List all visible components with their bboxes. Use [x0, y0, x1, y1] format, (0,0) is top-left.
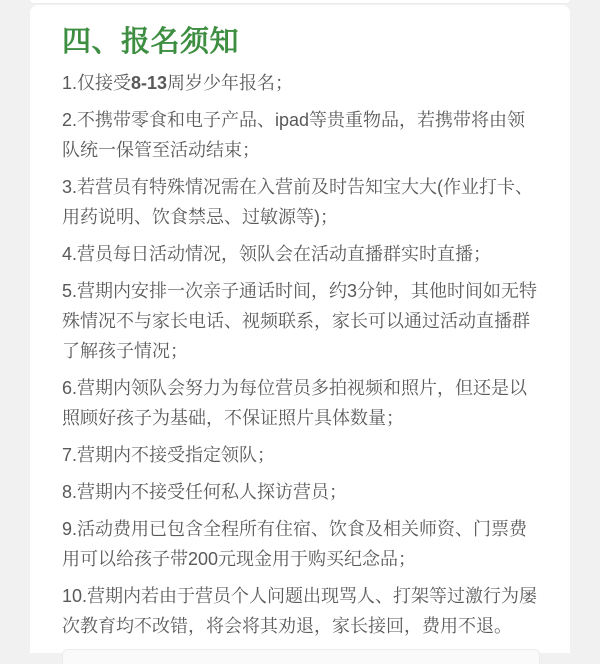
notice-item-9: [62, 514, 540, 574]
section-heading: 四、报名须知: [62, 26, 240, 58]
notice-item-10: [62, 581, 540, 641]
next-section-box-edge: [62, 649, 540, 664]
notice-item-text: 3.若营员有特殊情况需在入营前及时告知宝大大(作业打卡、用药说明、饮食禁忌、过敏源等)；: [62, 177, 534, 227]
notice-item-text: 10.营期内若由于营员个人问题出现骂人、打架等过激行为屡次教育均不改错，将会将其劝退，家长接回，费用不退。: [62, 586, 538, 636]
notice-item-text: 4.营员每日活动情况，领队会在活动直播群实时直播；: [62, 244, 492, 264]
notice-item-8: [62, 477, 540, 507]
notice-item-6: [62, 373, 540, 433]
notice-list: [62, 68, 540, 641]
notice-item-3: [62, 172, 540, 232]
notice-item-2: [62, 105, 540, 165]
notice-item-4: [62, 239, 540, 269]
notice-item-text: 1.仅接受: [62, 73, 132, 93]
notice-item-text: 周岁少年报名；: [167, 73, 294, 93]
notice-item-7: [62, 440, 540, 470]
notice-item-bold-text: 8-13: [131, 73, 168, 93]
notice-item-text: 5.营期内安排一次亲子通话时间，约3分钟，其他时间如无特殊情况不与家长电话、视频联系，家长可以通过活动直播群了解孩子情况；: [62, 281, 538, 361]
notice-item-text: 8.营期内不接受任何私人探访营员；: [62, 482, 348, 502]
notice-item-text: 9.活动费用已包含全程所有住宿、饮食及相关师资、门票费用可以给孩子带200元现金用于购买纪念品；: [62, 519, 528, 569]
article-card: [30, 5, 570, 653]
notice-item-5: [62, 276, 540, 366]
notice-item-1: [62, 68, 540, 98]
notice-item-text: 6.营期内领队会努力为每位营员多拍视频和照片，但还是以照顾好孩子为基础，不保证照片具体数量；: [62, 378, 528, 428]
notice-item-text: 2.不携带零食和电子产品、ipad等贵重物品，若携带将由领队统一保管至活动结束；: [62, 110, 526, 160]
notice-item-text: 7.营期内不接受指定领队；: [62, 445, 276, 465]
previous-section-card-edge: [30, 0, 570, 4]
